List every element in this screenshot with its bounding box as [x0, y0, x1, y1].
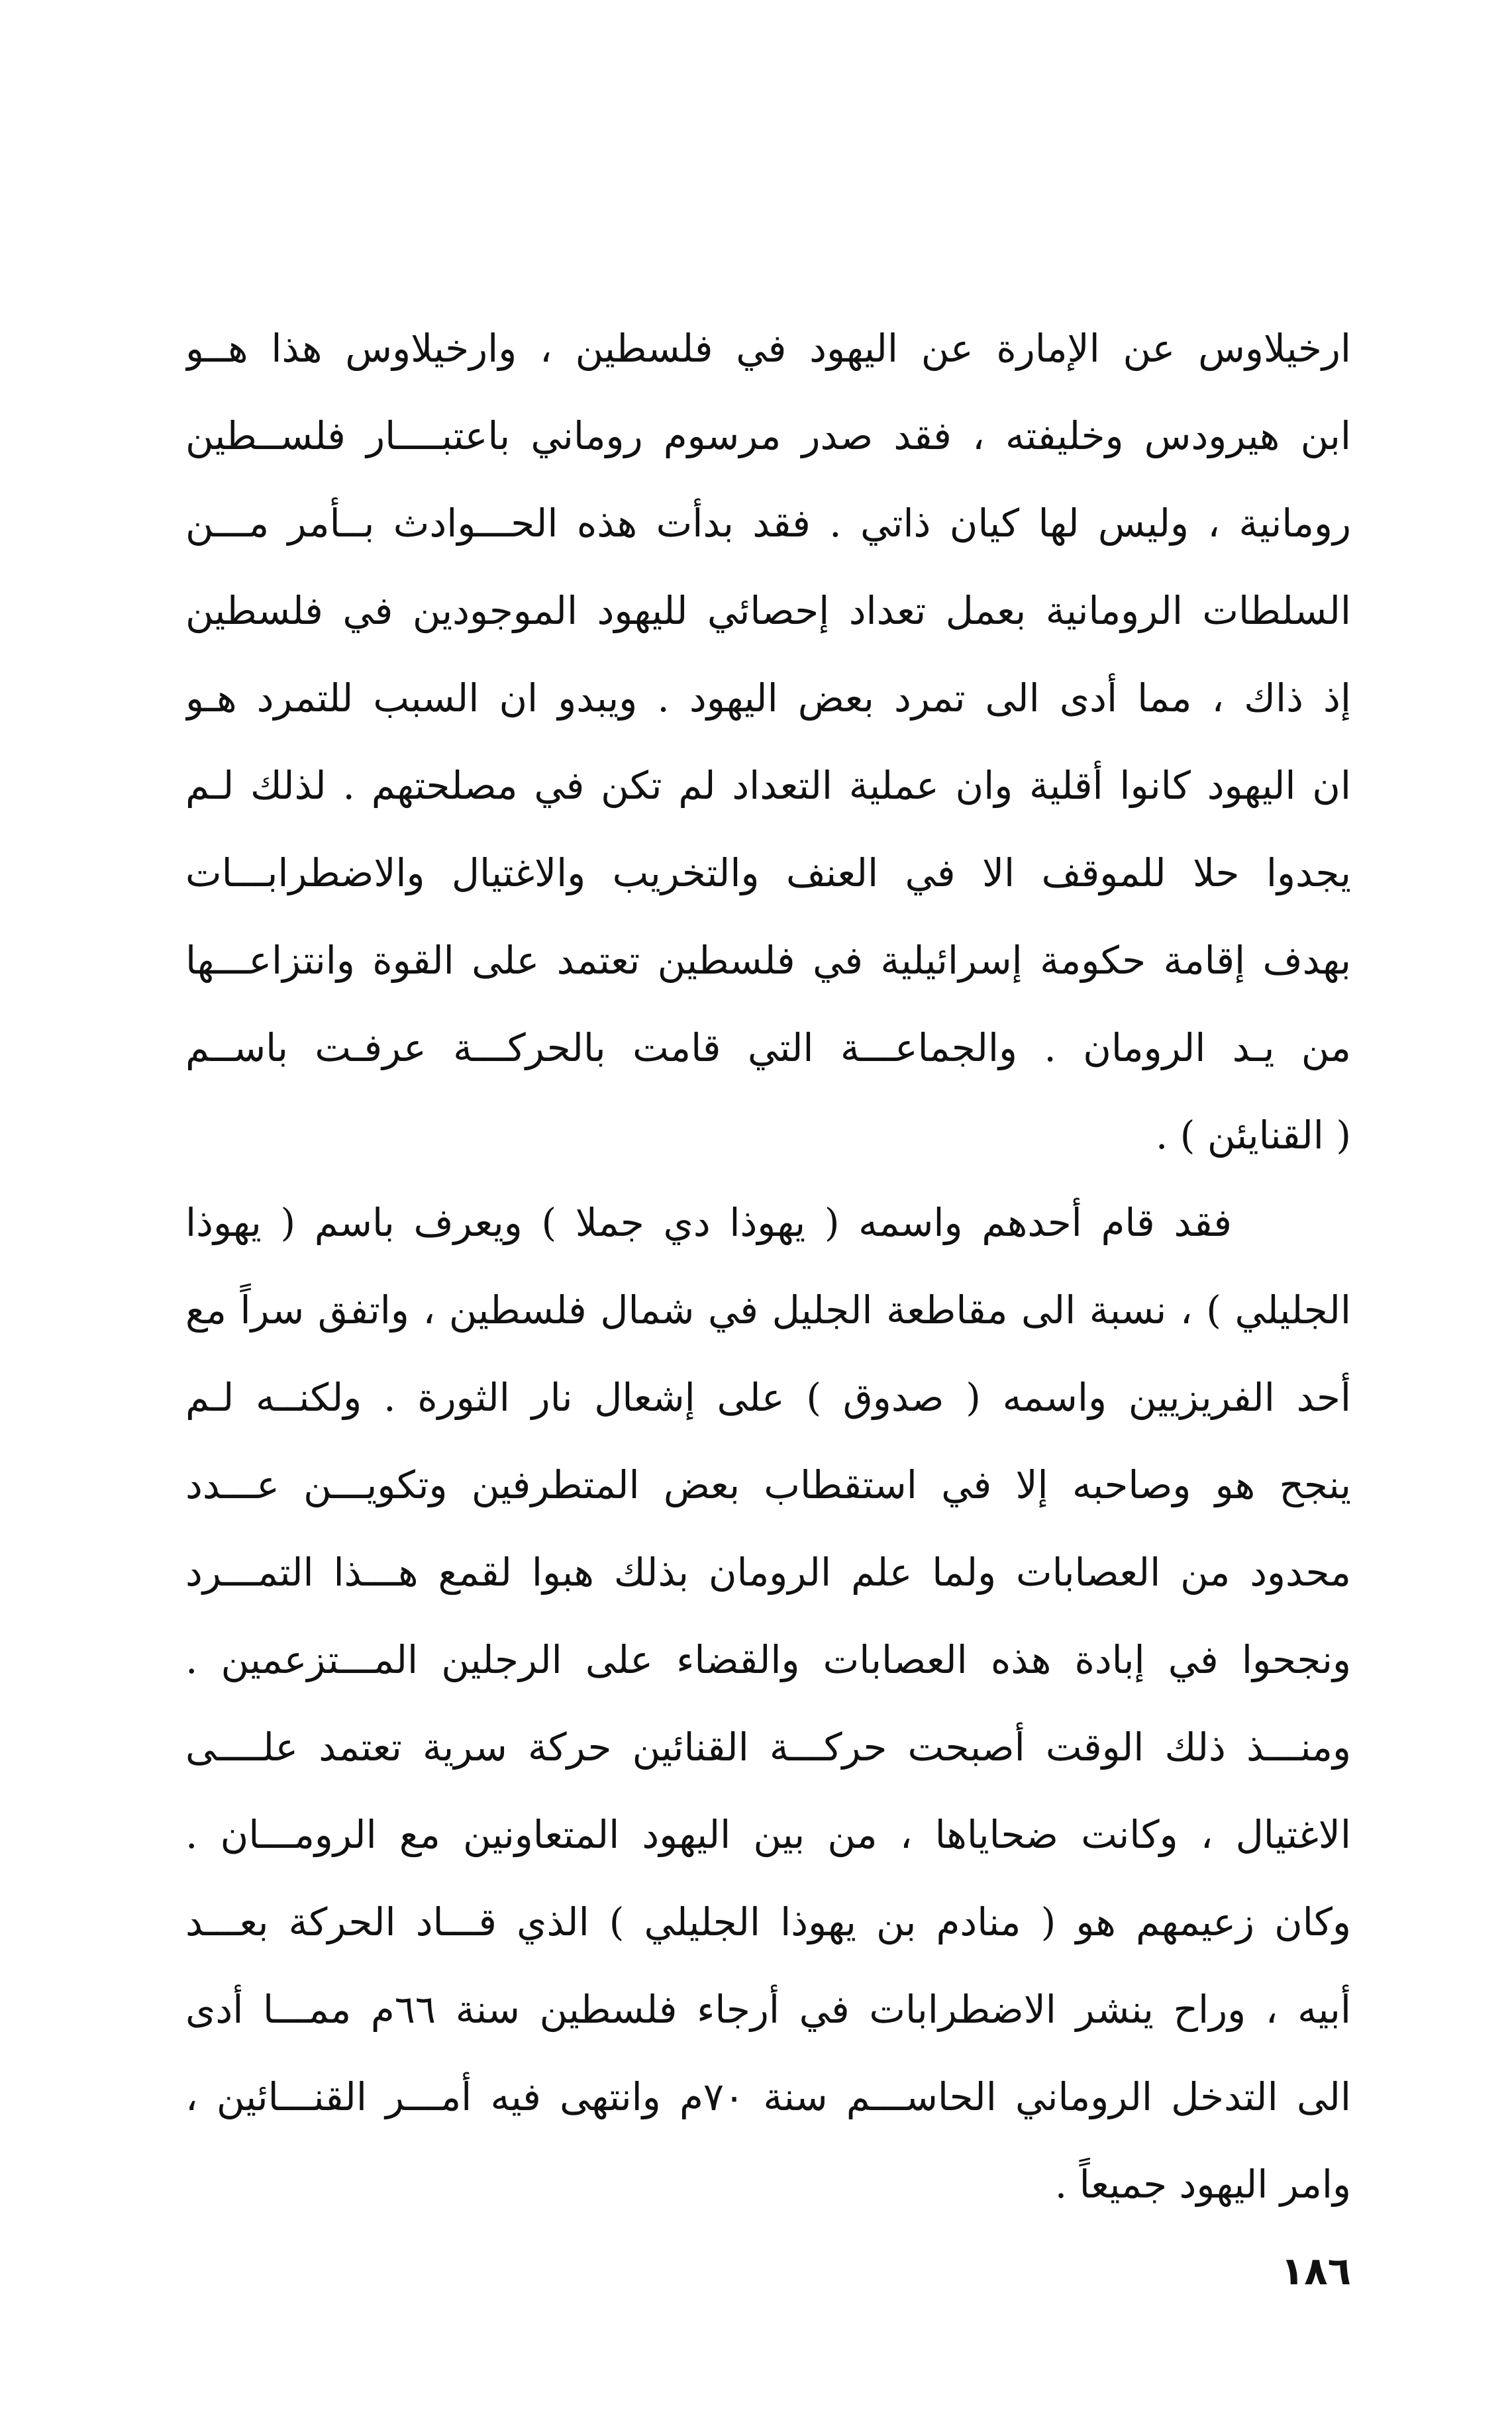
text-line: وكان زعيمهم هو ( منادم بن يهوذا الجليلي ) الذي قـــاد الحركة بعـــد	[185, 1899, 1351, 1945]
text-line: ونجحوا في إبادة هذه العصابات والقضاء على الرجلين المـــتزعمين .	[185, 1637, 1351, 1682]
text-line: أحد الفريزيين واسمه ( صدوق ) على إشعال نار الثورة . ولكنــه لـم	[185, 1375, 1351, 1420]
text-line: بهدف إقامة حكومة إسرائيلية في فلسطين تعتمد على القوة وانتزاعـــها	[185, 938, 1351, 983]
text-line: إذ ذاك ، مما أدى الى تمرد بعض اليهود . ويبدو ان السبب للتمرد هـو	[185, 676, 1351, 721]
text-line: ومنـــذ ذلك الوقت أصبحت حركـــة القنائين حركة سرية تعتمد علــــى	[185, 1725, 1351, 1770]
text-line: ينجح هو وصاحبه إلا في استقطاب بعض المتطرفين وتكويـــن عـــدد	[185, 1462, 1351, 1507]
text-line: أبيه ، وراح ينشر الاضطرابات في أرجاء فلسطين سنة ٦٦م ممـــا أدى	[185, 1987, 1351, 2032]
page-number: ١٨٦	[1280, 2249, 1351, 2294]
text-line: محدود من العصابات ولما علم الرومان بذلك هبوا لقمع هـــذا التمـــرد	[185, 1550, 1351, 1595]
text-line: ارخيلاوس عن الإمارة عن اليهود في فلسطين ، وارخيلاوس هذا هــو	[185, 326, 1351, 371]
text-line: رومانية ، وليس لها كيان ذاتي . فقد بدأت هذه الحـــوادث بــأمر مـــن	[185, 501, 1351, 546]
text-line: ابن هيرودس وخليفته ، فقد صدر مرسوم روماني باعتبــــار فلســطين	[185, 413, 1351, 458]
text-line: الجليلي ) ، نسبة الى مقاطعة الجليل في شمال فلسطين ، واتفق سراً مع	[185, 1288, 1351, 1333]
text-line: الى التدخل الروماني الحاســـم سنة ٧٠م وانتهى فيه أمـــر القنـــائين ،	[185, 2074, 1351, 2119]
text-line: ان اليهود كانوا أقلية وان عملية التعداد لم تكن في مصلحتهم . لذلك لـم	[185, 763, 1351, 808]
text-line: من يـد الرومان . والجماعـــة التي قامت بالحركـــة عرفـت باســم	[185, 1025, 1351, 1070]
body-text	[185, 305, 1351, 2228]
text-line: الاغتيال ، وكانت ضحاياها ، من بين اليهود المتعاونين مع الرومـــان .	[185, 1812, 1351, 1857]
text-line: يجدوا حلا للموقف الا في العنف والتخريب والاغتيال والاضطرابـــات	[185, 850, 1351, 895]
text-line: فقد قام أحدهم واسمه ( يهوذا دي جملا ) ويعرف باسم ( يهوذا	[185, 1200, 1232, 1245]
text-line: السلطات الرومانية بعمل تعداد إحصائي لليهود الموجودين في فلسطين	[185, 588, 1351, 633]
text-line: ( القنايئن ) .	[1155, 1113, 1351, 1158]
text-line: وامر اليهود جميعاً .	[1054, 2162, 1351, 2207]
